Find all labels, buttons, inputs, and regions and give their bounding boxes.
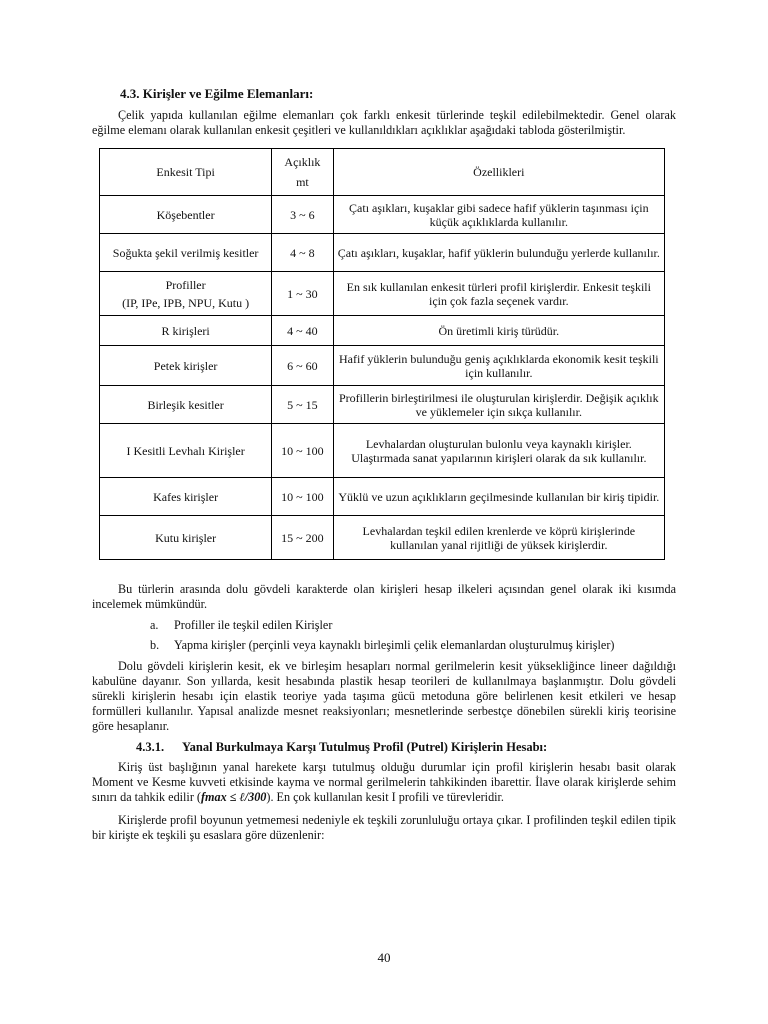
splice-paragraph: Kirişlerde profil boyunun yetmemesi nedeniyle ek teşkili zorunluluğu ortaya çıkar. I profilinden teşkil edilen tipik bir kirişte ek teşkili şu esaslara göre düzenlenir: [92,813,676,842]
table-row [100,424,665,478]
row-features: Profillerin birleştirilmesi ile oluşturulan kirişlerdir. Değişik açıklık ve yüklemeler için sıkça kullanılır. [333,386,664,424]
row-type [100,272,272,316]
row-type: Petek kirişler [100,346,272,386]
table-row [100,316,665,346]
table-header-row [100,149,665,196]
row-type: Birleşik kesitler [100,386,272,424]
list-text: Profiller ile teşkil edilen Kirişler [174,618,333,632]
row-features: Hafif yüklerin bulunduğu geniş açıklıklarda ekonomik kesit teşkili için kullanılır. [333,346,664,386]
row-features: Levhalardan teşkil edilen krenlerde ve köprü kirişlerinde kullanılan yanal rijitliği de yüksek kirişlerdir. [333,516,664,560]
table-row [100,272,665,316]
row-span: 6 ~ 60 [272,346,333,386]
header-span-label: Açıklık [284,155,321,169]
table-row [100,478,665,516]
table-row [100,234,665,272]
row-features: Yüklü ve uzun açıklıkların geçilmesinde kullanılan bir kiriş tipidir. [333,478,664,516]
row-type: I Kesitli Levhalı Kirişler [100,424,272,478]
subsection-number: 4.3.1. [136,740,165,754]
header-features: Özellikleri [333,149,664,196]
row-features: Çatı aşıkları, kuşaklar gibi sadece hafif yüklerin taşınması için küçük açıklıklarda kullanılır. [333,196,664,234]
row-type-main: Profiller [165,277,206,292]
section-title: 4.3. Kirişler ve Eğilme Elemanları: [120,86,314,101]
row-type: Köşebentler [100,196,272,234]
subsection-title-text: Yanal Burkulmaya Karşı Tutulmuş Profil (Putrel) Kirişlerin Hesabı: [182,740,548,754]
page-number: 40 [377,950,391,965]
list-text: Yapma kirişler (perçinli veya kaynaklı birleşimli çelik elemanlardan oluşturulmuş kirişler) [174,638,615,652]
lateral-paragraph-end: ). En çok kullanılan kesit I profili ve türevleridir. [266,790,504,804]
list-item [150,638,676,653]
list-marker: a. [150,618,159,632]
header-cross-section-type: Enkesit Tipi [100,149,272,196]
lateral-paragraph [92,760,676,805]
row-span: 4 ~ 40 [272,316,333,346]
row-type: Kafes kirişler [100,478,272,516]
row-type: R kirişleri [100,316,272,346]
list-item [150,618,676,633]
beam-types-table [99,148,665,560]
row-type: Kutu kirişler [100,516,272,560]
beam-category-list [150,618,676,653]
row-features: Ön üretimli kiriş türüdür. [333,316,664,346]
lateral-paragraph-start: Kiriş üst başlığının yanal harekete karşı tutulmuş olduğu durumlar için profil kirişlerin hesabı basit olarak Moment ve Kesme kuvveti etkisinde kayma ve normal gerilmelerin tahkikinden ibarettir. İlave olarak kirişlerde sehim sınırı da tahkik edilir ( [92,760,676,804]
table-row [100,196,665,234]
row-span: 10 ~ 100 [272,478,333,516]
row-span: 10 ~ 100 [272,424,333,478]
row-span: 3 ~ 6 [272,196,333,234]
table-row [100,386,665,424]
row-type: Soğukta şekil verilmiş kesitler [100,234,272,272]
row-type-sub: (IP, IPe, IPB, NPU, Kutu ) [122,295,250,310]
intro-paragraph: Çelik yapıda kullanılan eğilme elemanları çok farklı enkesit türlerinde teşkil edilebilmektedir. Genel olarak eğilme elemanı olarak kullanılan enkesit çeşitleri ve kullanıldıkları açıklıklar aşağıdaki tabloda gösterilmiştir. [92,108,676,137]
after-table-paragraph: Bu türlerin arasında dolu gövdeli karakterde olan kirişleri hesap ilkeleri açısından genel olarak iki kısımda incelemek mümkündür. [92,582,676,611]
header-span [272,149,333,196]
page-content [92,86,676,843]
solid-web-paragraph: Dolu gövdeli kirişlerin kesit, ek ve birleşim hesapları normal gerilmelerin kesit yüksekliğince lineer dağıldığı kabulüne dayanır. Son yıllarda, kesit hesabında plastik hesap teorileri de kullanılmaya başlanmıştır. Dolu gövdeli sürekli kirişlerin hesabı için elastik teoriye yada taşıma gücü metoduna göre belirlenen kesit etkileri ve hesap formülleri kullanılır. Yapısal analizde mesnet reaksiyonları; mesnetlerinde serbestçe dönebilen sürekli kiriş teorisine göre hesaplanır. [92,659,676,733]
header-span-unit: mt [296,175,309,189]
row-features: En sık kullanılan enkesit türleri profil kirişlerdir. Enkesit teşkili için çok fazla seçenek vardır. [333,272,664,316]
row-features: Çatı aşıkları, kuşaklar, hafif yüklerin bulunduğu yerlerde kullanılır. [333,234,664,272]
row-span: 4 ~ 8 [272,234,333,272]
table-row [100,516,665,560]
row-span: 1 ~ 30 [272,272,333,316]
table-row [100,346,665,386]
row-span: 15 ~ 200 [272,516,333,560]
subsection-title [136,740,676,755]
list-marker: b. [150,638,160,652]
row-features: Levhalardan oluşturulan bulonlu veya kaynaklı kirişler. Ulaştırmada sanat yapılarının kirişleri olarak da sık kullanılır. [333,424,664,478]
deflection-formula: fmax ≤ ℓ/300 [201,790,267,804]
row-span: 5 ~ 15 [272,386,333,424]
